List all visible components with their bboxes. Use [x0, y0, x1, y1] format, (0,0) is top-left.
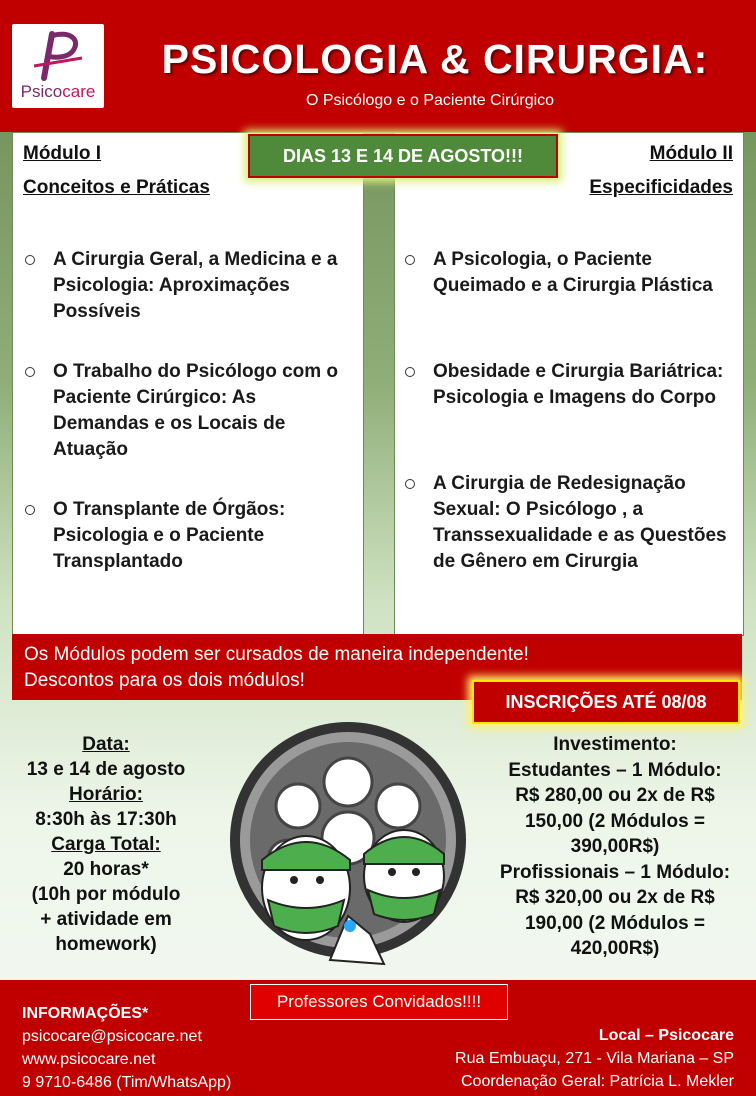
pricing-info — [484, 732, 746, 962]
psicocare-logo — [12, 24, 104, 108]
workload-detail: + atividade em — [40, 909, 172, 930]
schedule-label: Horário: — [69, 784, 143, 805]
event-days-badge: DIAS 13 E 14 DE AGOSTO!!! — [248, 134, 558, 178]
module-2-heading: Módulo II — [649, 143, 733, 164]
footer — [0, 980, 756, 1096]
notice-line-2: Descontos para os dois módulos! — [24, 670, 305, 691]
circle-bullet-icon — [25, 367, 35, 377]
pricing-line: 150,00 (2 Módulos = — [524, 810, 706, 832]
list-item: A Cirurgia de Redesignação Sexual: O Psicólogo , a Transsexualidade e as Questões de Gênero em Cirurgia — [433, 471, 733, 575]
date-label: Data: — [82, 734, 130, 755]
workload-value: 20 horas* — [63, 859, 149, 880]
module-1-subheading: Conceitos e Práticas — [23, 177, 210, 198]
event-details — [6, 732, 206, 957]
circle-bullet-icon — [405, 479, 415, 489]
registration-deadline-badge: INSCRIÇÕES ATÉ 08/08 — [472, 680, 740, 724]
page-title: PSICOLOGIA & CIRURGIA: — [161, 36, 709, 82]
coordinator: Coordenação Geral: Patrícia L. Mekler — [460, 1073, 734, 1090]
contact-phone: 9 9710-6486 (Tim/WhatsApp) — [22, 1074, 232, 1091]
list-item: A Psicologia, o Paciente Queimado e a Cirurgia Plástica — [433, 247, 733, 299]
circle-bullet-icon — [405, 367, 415, 377]
workload-detail: homework) — [55, 934, 157, 955]
psicocare-p-icon — [32, 28, 84, 84]
pricing-line: Profissionais – 1 Módulo: — [499, 861, 731, 883]
location-address: Rua Embuaçu, 271 - Vila Mariana – SP — [455, 1050, 734, 1067]
location-label: Local – Psicocare — [598, 1027, 734, 1044]
contact-website[interactable]: www.psicocare.net — [22, 1051, 156, 1068]
pricing-line: R$ 320,00 ou 2x de R$ — [515, 887, 715, 908]
list-item: O Transplante de Órgãos: Psicologia e o Paciente Transplantado — [53, 497, 353, 575]
info-label: INFORMAÇÕES* — [22, 1005, 149, 1022]
module-2-subheading: Especificidades — [589, 177, 733, 198]
module-1-heading: Módulo I — [23, 143, 102, 164]
pricing-line: 420,00R$) — [570, 938, 660, 959]
list-item: Obesidade e Cirurgia Bariátrica: Psicologia e Imagens do Corpo — [433, 359, 733, 411]
circle-bullet-icon — [405, 255, 415, 265]
contact-info — [22, 1002, 231, 1094]
module-1-panel — [12, 132, 364, 636]
pricing-line: R$ 280,00 ou 2x de R$ — [515, 785, 715, 806]
surgeons-illustration — [218, 720, 474, 980]
pricing-line: 390,00R$) — [570, 836, 660, 857]
list-item: A Cirurgia Geral, a Medicina e a Psicologia: Aproximações Possíveis — [53, 247, 353, 325]
list-item: O Trabalho do Psicólogo com o Paciente Cirúrgico: As Demandas e os Locais de Atuação — [53, 359, 353, 463]
contact-email[interactable]: psicocare@psicocare.net — [22, 1028, 202, 1045]
workload-detail: (10h por módulo — [31, 884, 181, 905]
circle-bullet-icon — [25, 505, 35, 515]
page-subtitle: O Psicólogo e o Paciente Cirúrgico — [305, 92, 555, 109]
pricing-line: Estudantes – 1 Módulo: — [508, 759, 722, 781]
schedule-value: 8:30h às 17:30h — [35, 809, 177, 830]
header — [0, 0, 756, 132]
logo-text: Psicocare — [20, 82, 96, 101]
guest-professors-badge: Professores Convidados!!!! — [250, 984, 508, 1020]
workload-label: Carga Total: — [51, 834, 161, 855]
pricing-line: 190,00 (2 Módulos = — [524, 912, 706, 934]
module-2-panel — [394, 132, 744, 636]
date-value: 13 e 14 de agosto — [26, 759, 186, 780]
notice-line-1: Os Módulos podem ser cursados de maneira independente! — [24, 644, 529, 665]
pricing-label: Investimento: — [553, 734, 677, 755]
circle-bullet-icon — [25, 255, 35, 265]
location-info — [455, 1024, 734, 1093]
